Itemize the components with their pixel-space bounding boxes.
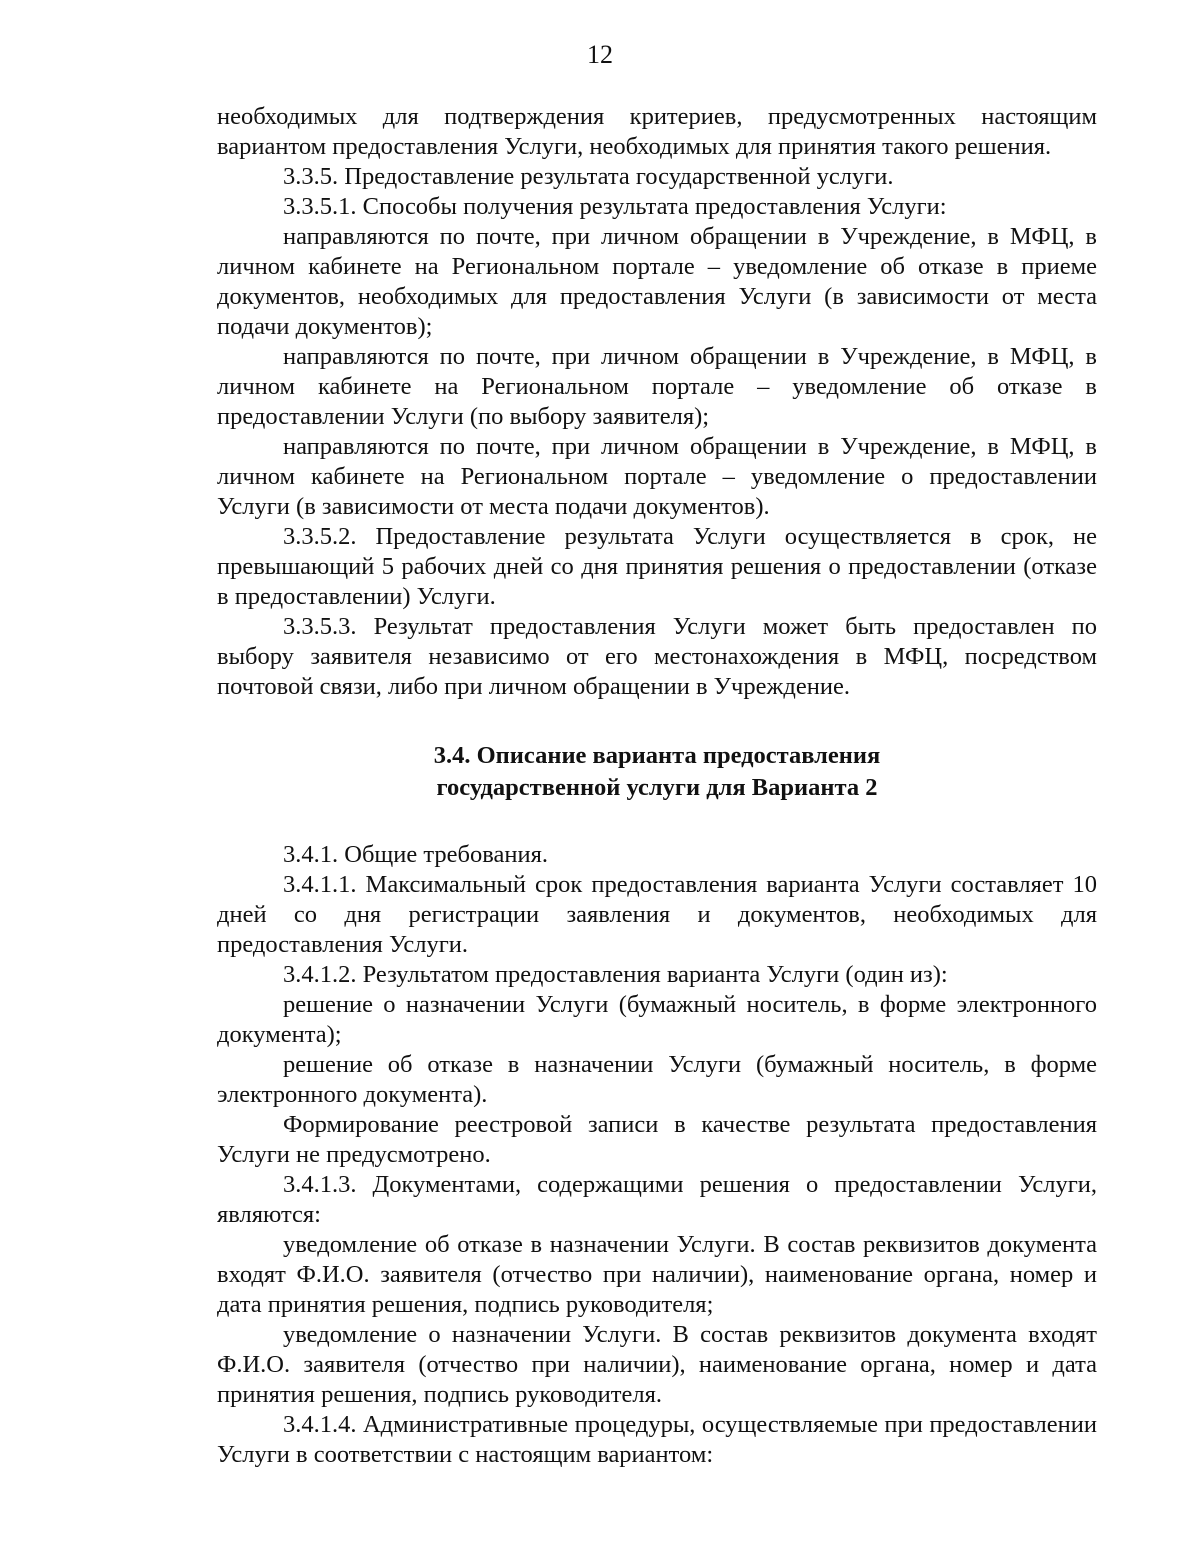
paragraph-3-4-1-2: 3.4.1.2. Результатом предоставления варианта Услуги (один из): xyxy=(283,961,948,988)
section-heading-3-4 xyxy=(217,740,1097,804)
paragraph-3-4-1: 3.4.1. Общие требования. xyxy=(283,841,548,868)
list-item-result-method-1: направляются по почте, при личном обращении в Учреждение, в МФЦ, в личном кабинете на Региональном портале – уведомление об отказе в приеме документов, необходимых для предоставления Услуги (в зависимости от места подачи документов); xyxy=(217,223,1097,340)
list-item-notice-assignment: уведомление о назначении Услуги. В состав реквизитов документа входят Ф.И.О. заявителя (отчество при наличии), наименование органа, номер и дата принятия решения, подпись руководителя. xyxy=(217,1321,1097,1408)
list-item-notice-refusal: уведомление об отказе в назначении Услуги. В состав реквизитов документа входят Ф.И.О. заявителя (отчество при наличии), наименование органа, номер и дата принятия решения, подпись руководителя; xyxy=(217,1231,1097,1318)
page-number: 12 xyxy=(587,40,613,69)
paragraph-3-4-1-3: 3.4.1.3. Документами, содержащими решения о предоставлении Услуги, являются: xyxy=(217,1171,1097,1228)
section-heading-line-2: государственной услуги для Варианта 2 xyxy=(436,774,878,801)
paragraph-3-3-5-3: 3.3.5.3. Результат предоставления Услуги может быть предоставлен по выбору заявителя независимо от его местонахождения в МФЦ, посредством почтовой связи, либо при личном обращении в Учреждение. xyxy=(217,613,1097,700)
paragraph-3-4-1-4: 3.4.1.4. Административные процедуры, осуществляемые при предоставлении Услуги в соответствии с настоящим вариантом: xyxy=(217,1411,1097,1468)
paragraph-3-3-5-2: 3.3.5.2. Предоставление результата Услуги осуществляется в срок, не превышающий 5 рабочих дней со дня принятия решения о предоставлении (отказе в предоставлении) Услуги. xyxy=(217,523,1097,610)
paragraph-registry-record: Формирование реестровой записи в качестве результата предоставления Услуги не предусмотрено. xyxy=(217,1111,1097,1168)
list-item-decision-refuse: решение об отказе в назначении Услуги (бумажный носитель, в форме электронного документа). xyxy=(217,1051,1097,1108)
paragraph-3-4-1-1: 3.4.1.1. Максимальный срок предоставления варианта Услуги составляет 10 дней со дня регистрации заявления и документов, необходимых для предоставления Услуги. xyxy=(217,871,1097,958)
paragraph-3-3-5: 3.3.5. Предоставление результата государственной услуги. xyxy=(283,163,894,190)
list-item-decision-assign: решение о назначении Услуги (бумажный носитель, в форме электронного документа); xyxy=(217,991,1097,1048)
list-item-result-method-2: направляются по почте, при личном обращении в Учреждение, в МФЦ, в личном кабинете на Региональном портале – уведомление об отказе в предоставлении Услуги (по выбору заявителя); xyxy=(217,343,1097,430)
paragraph-3-3-5-1: 3.3.5.1. Способы получения результата предоставления Услуги: xyxy=(283,193,947,220)
section-heading-line-1: 3.4. Описание варианта предоставления xyxy=(433,742,881,769)
paragraph-continuation: необходимых для подтверждения критериев, предусмотренных настоящим вариантом предоставления Услуги, необходимых для принятия такого решения. xyxy=(217,103,1097,160)
document-body xyxy=(217,102,1097,1470)
list-item-result-method-3: направляются по почте, при личном обращении в Учреждение, в МФЦ, в личном кабинете на Региональном портале – уведомление о предоставлении Услуги (в зависимости от места подачи документов). xyxy=(217,433,1097,520)
